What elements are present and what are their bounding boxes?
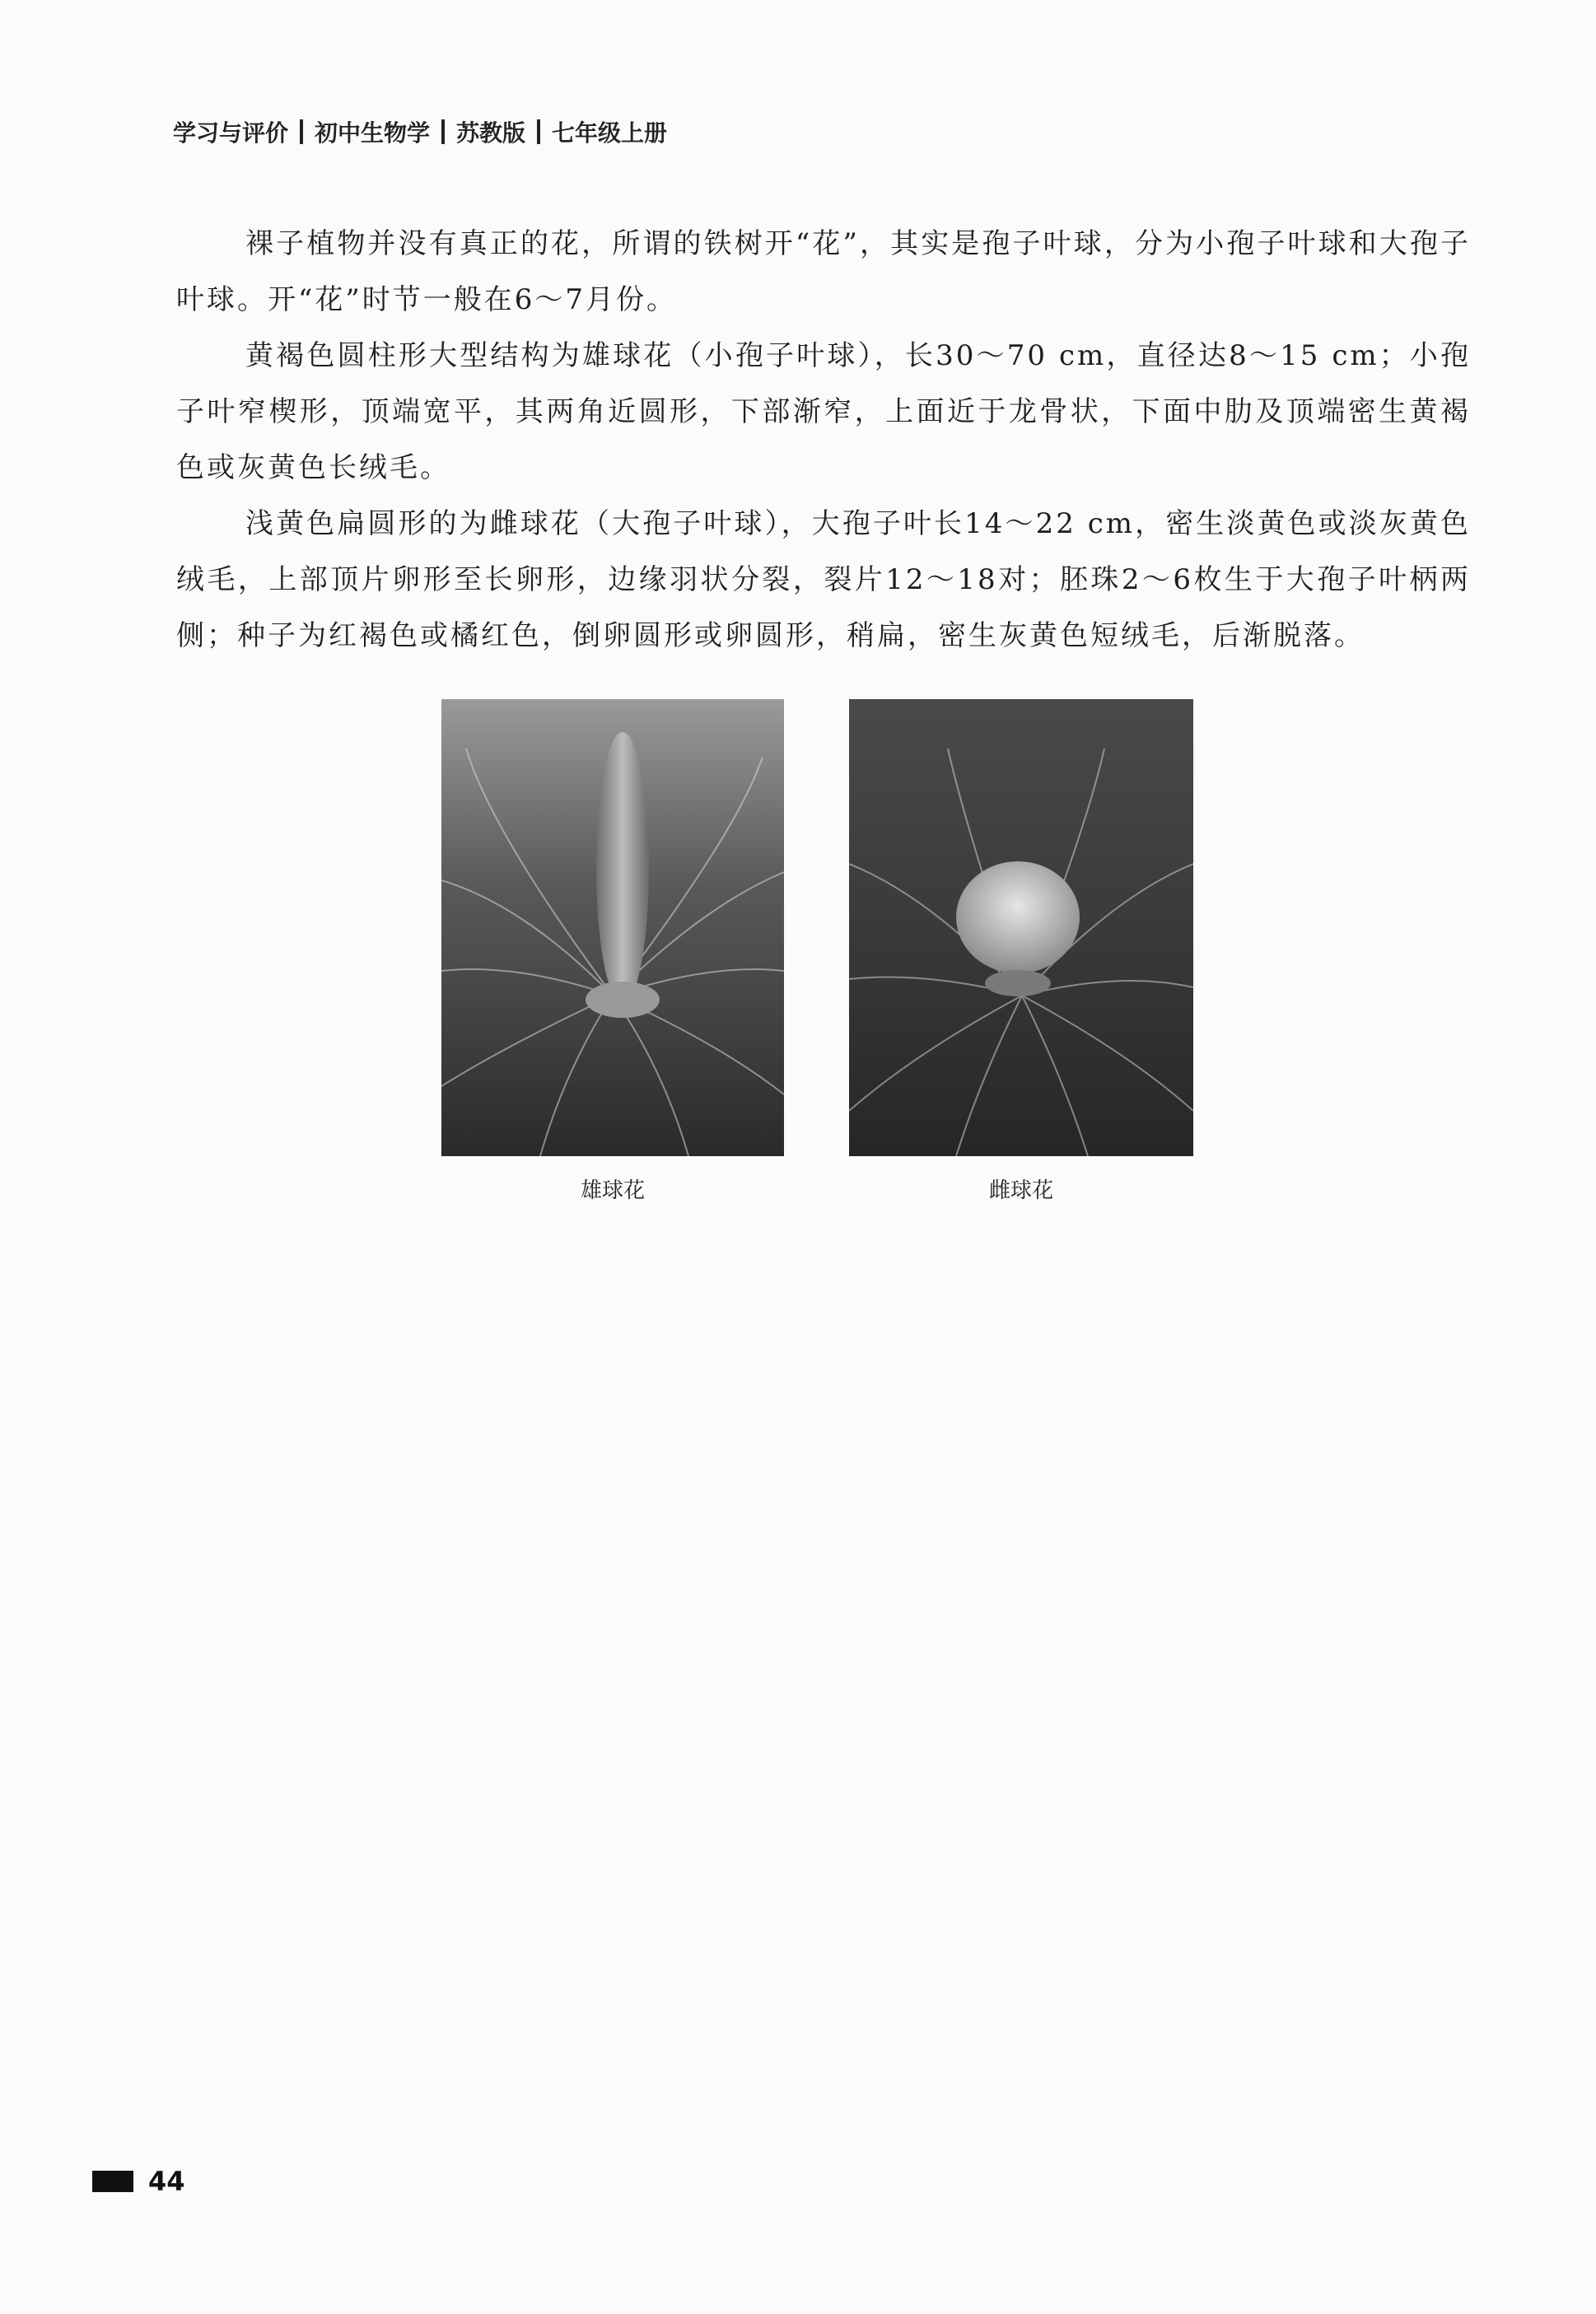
header-series: 学习与评价 — [173, 119, 289, 147]
female-cone-caption: 雌球花 — [988, 1178, 1053, 1203]
body-text — [176, 216, 1471, 664]
page-number-bar — [92, 2171, 133, 2192]
female-cone-photo — [849, 699, 1193, 1156]
page-number: 44 — [148, 2166, 185, 2197]
header-separator — [441, 119, 445, 144]
header-grade: 七年级上册 — [552, 119, 668, 147]
header-subject: 初中生物学 — [315, 119, 431, 147]
male-cone-photo — [441, 699, 784, 1156]
paragraph-female-cone: 浅黄色扁圆形的为雌球花（大孢子叶球），大孢子叶长14～22 cm，密生淡黄色或淡灰黄色绒毛，上部顶片卵形至长卵形，边缘羽状分裂，裂片12～18对；胚珠2～6枚生于大孢子叶柄两侧；种子为红褐色或橘红色，倒卵圆形或卵圆形，稍扁，密生灰黄色短绒毛，后渐脱落。 — [176, 507, 1471, 652]
header-edition: 苏教版 — [456, 119, 526, 147]
running-header — [173, 115, 667, 148]
header-separator — [537, 119, 540, 144]
paragraph-male-cone: 黄褐色圆柱形大型结构为雄球花（小孢子叶球），长30～70 cm，直径达8～15 cm；小孢子叶窄楔形，顶端宽平，其两角近圆形，下部渐窄，上面近于龙骨状，下面中肋及顶端密生黄褐色或灰黄色长绒毛。 — [176, 339, 1471, 484]
header-separator — [300, 119, 303, 144]
male-cone-caption: 雄球花 — [580, 1178, 645, 1203]
paragraph-intro: 裸子植物并没有真正的花，所谓的铁树开“花”，其实是孢子叶球，分为小孢子叶球和大孢子叶球。开“花”时节一般在6～7月份。 — [176, 227, 1471, 316]
